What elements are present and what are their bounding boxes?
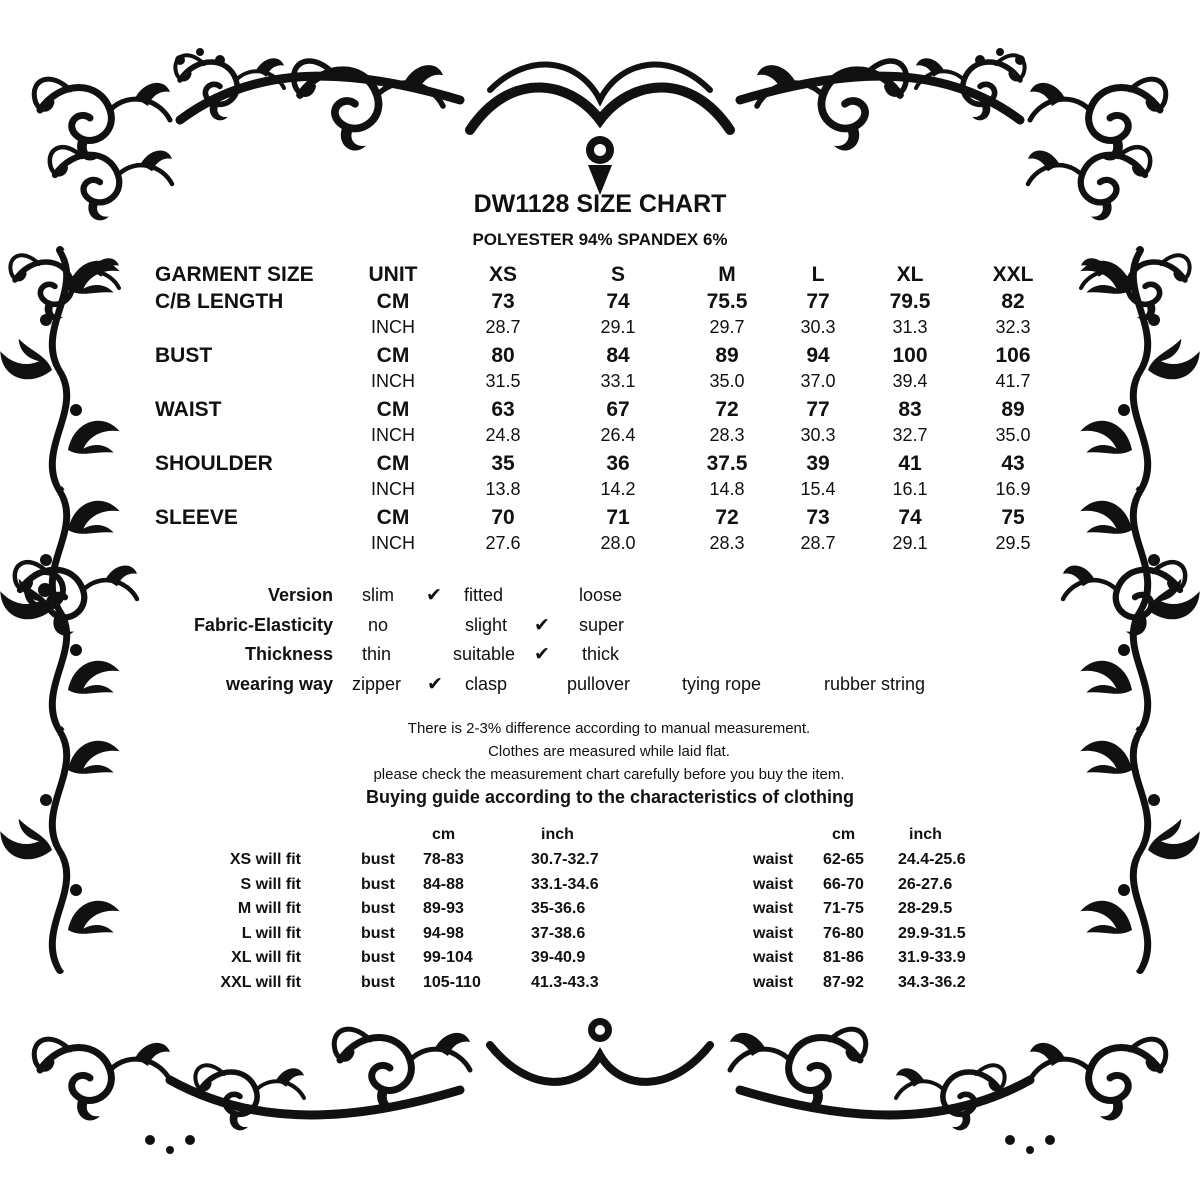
sleeve-cm-l: 73	[806, 506, 830, 529]
guide-row-6-bust-label: bust	[361, 973, 395, 991]
shoulder-inch-s: 14.2	[600, 479, 636, 499]
fabric-elasticity-option-slight: slight	[465, 614, 508, 635]
bust-cm-xs: 80	[491, 344, 515, 367]
row-label-sleeve: SLEEVE	[155, 506, 238, 529]
bust-inch-l: 37.0	[800, 371, 836, 391]
guide-row-2-bust-inch: 33.1-34.6	[531, 875, 599, 893]
shoulder-cm-s: 36	[606, 452, 630, 475]
shoulder-inch-xs: 13.8	[485, 479, 521, 499]
size-header-s: S	[610, 263, 626, 286]
sleeve-inch-m: 28.3	[709, 533, 745, 553]
guide-row-4-waist-cm: 76-80	[823, 924, 864, 942]
waist-cm-header: cm	[832, 826, 856, 843]
check-icon: ✔	[427, 673, 443, 695]
version-option-slim: slim	[362, 585, 394, 605]
c-b-length-inch-xs: 28.7	[485, 317, 521, 337]
row-label-c-b-length: C/B LENGTH	[155, 290, 284, 313]
guide-row-1-bust-inch: 30.7-32.7	[531, 851, 599, 868]
c-b-length-cm-l: 77	[806, 290, 830, 313]
unit-cm: CM	[376, 452, 410, 475]
guide-row-1-waist-cm: 62-65	[823, 851, 864, 868]
guide-row-6-waist-cm: 87-92	[823, 973, 864, 991]
guide-row-4-waist-label: waist	[753, 924, 794, 942]
check-icon: ✔	[534, 644, 550, 665]
thickness-option-thick: thick	[582, 644, 620, 664]
size-header-l: L	[811, 263, 825, 286]
waist-inch-s: 26.4	[600, 425, 636, 445]
shoulder-inch-xxl: 16.9	[995, 479, 1031, 499]
thickness-label: Thickness	[244, 644, 333, 664]
sleeve-cm-m: 72	[715, 506, 739, 529]
c-b-length-cm-m: 75.5	[706, 290, 748, 313]
guide-row-5-label: XL will fit	[231, 949, 301, 966]
unit-inch: INCH	[371, 533, 415, 553]
bust-inch-header: inch	[541, 826, 574, 843]
row-label-waist: WAIST	[155, 398, 222, 421]
sleeve-inch-s: 28.0	[600, 533, 636, 553]
version-option-loose: loose	[579, 585, 623, 605]
c-b-length-inch-l: 30.3	[800, 317, 836, 337]
fabric-composition: POLYESTER 94% SPANDEX 6%	[472, 230, 728, 249]
waist-cm-l: 77	[806, 398, 830, 421]
waist-inch-xs: 24.8	[485, 425, 521, 445]
fabric-elasticity-option-super: super	[579, 614, 625, 635]
guide-row-5-waist-inch: 31.9-33.9	[898, 949, 966, 966]
guide-row-6-waist-inch: 34.3-36.2	[898, 973, 966, 991]
guide-row-1-bust-cm: 78-83	[423, 851, 464, 868]
bust-cm-s: 84	[606, 344, 630, 367]
waist-cm-xl: 83	[898, 398, 922, 421]
bust-inch-s: 33.1	[600, 371, 636, 391]
waist-cm-s: 67	[606, 398, 630, 421]
shoulder-cm-xl: 41	[898, 452, 922, 475]
size-header-xxl: XXL	[992, 263, 1034, 286]
c-b-length-cm-xs: 73	[491, 290, 515, 313]
sleeve-cm-s: 71	[606, 506, 630, 529]
guide-row-2-waist-cm: 66-70	[823, 875, 864, 893]
wearing-way-option-tying-rope: tying rope	[682, 673, 762, 694]
guide-row-1-waist-label: waist	[753, 851, 794, 868]
unit-cm: CM	[376, 290, 410, 313]
guide-row-2-waist-inch: 26-27.6	[898, 875, 953, 893]
waist-inch-xxl: 35.0	[995, 425, 1031, 445]
thickness-option-thin: thin	[362, 644, 392, 664]
fabric-elasticity-label: Fabric-Elasticity	[193, 614, 333, 635]
bust-cm-m: 89	[715, 344, 739, 367]
wearing-way-label: wearing way	[225, 673, 333, 694]
bust-cm-header: cm	[432, 826, 456, 843]
guide-row-2-bust-label: bust	[361, 875, 395, 893]
row-label-shoulder: SHOULDER	[155, 452, 273, 475]
sleeve-inch-xxl: 29.5	[995, 533, 1031, 553]
wearing-way-option-rubber-string: rubber string	[824, 673, 926, 694]
guide-row-4-waist-inch: 29.9-31.5	[898, 924, 966, 942]
c-b-length-inch-xl: 31.3	[892, 317, 928, 337]
guide-row-3-bust-label: bust	[361, 900, 395, 917]
guide-row-1-waist-inch: 24.4-25.6	[898, 851, 966, 868]
waist-inch-header: inch	[909, 826, 942, 843]
version-option-fitted: fitted	[464, 585, 504, 605]
chart-title: DW1128 SIZE CHART	[473, 190, 727, 218]
waist-inch-m: 28.3	[709, 425, 745, 445]
guide-row-1-bust-label: bust	[361, 851, 395, 868]
guide-row-6-bust-cm: 105-110	[423, 973, 481, 991]
row-label-bust: BUST	[155, 344, 213, 367]
c-b-length-cm-xxl: 82	[1001, 290, 1025, 313]
unit-header: UNIT	[368, 263, 418, 286]
shoulder-inch-l: 15.4	[800, 479, 836, 499]
unit-cm: CM	[376, 344, 410, 367]
shoulder-cm-xs: 35	[491, 452, 515, 475]
bust-inch-xxl: 41.7	[995, 371, 1031, 391]
wearing-way-option-zipper: zipper	[352, 673, 402, 694]
sleeve-cm-xl: 74	[898, 506, 922, 529]
unit-inch: INCH	[371, 479, 415, 499]
guide-row-2-bust-cm: 84-88	[423, 875, 464, 893]
bust-inch-xs: 31.5	[485, 371, 521, 391]
bust-cm-l: 94	[806, 344, 830, 367]
wearing-way-option-pullover: pullover	[567, 673, 631, 694]
c-b-length-inch-m: 29.7	[709, 317, 745, 337]
waist-inch-l: 30.3	[800, 425, 836, 445]
guide-row-4-bust-cm: 94-98	[423, 924, 464, 942]
unit-cm: CM	[376, 506, 410, 529]
guide-row-3-waist-label: waist	[753, 900, 794, 917]
sleeve-inch-l: 28.7	[800, 533, 836, 553]
unit-inch: INCH	[371, 425, 415, 445]
bust-inch-m: 35.0	[709, 371, 745, 391]
shoulder-cm-m: 37.5	[706, 452, 748, 475]
shoulder-cm-l: 39	[806, 452, 830, 475]
size-header-m: M	[718, 263, 736, 286]
bust-cm-xl: 100	[892, 344, 928, 367]
guide-row-4-bust-inch: 37-38.6	[531, 924, 586, 942]
c-b-length-inch-xxl: 32.3	[995, 317, 1031, 337]
guide-row-2-label: S will fit	[240, 875, 301, 893]
guide-row-3-bust-inch: 35-36.6	[531, 900, 586, 917]
unit-cm: CM	[376, 398, 410, 421]
size-header-xs: XS	[488, 263, 518, 286]
guide-row-5-bust-label: bust	[361, 949, 395, 966]
sleeve-cm-xs: 70	[491, 506, 515, 529]
waist-cm-xs: 63	[491, 398, 515, 421]
guide-row-5-bust-inch: 39-40.9	[531, 949, 586, 966]
guide-row-5-waist-cm: 81-86	[823, 949, 864, 966]
version-label: Version	[267, 585, 333, 605]
guide-row-3-label: M will fit	[237, 900, 301, 917]
guide-row-6-bust-inch: 41.3-43.3	[531, 973, 599, 991]
shoulder-inch-xl: 16.1	[892, 479, 928, 499]
waist-inch-xl: 32.7	[892, 425, 928, 445]
sleeve-cm-xxl: 75	[1001, 506, 1025, 529]
buying-guide-title: Buying guide according to the characteristics of clothing	[365, 787, 855, 807]
sleeve-inch-xs: 27.6	[485, 533, 521, 553]
unit-inch: INCH	[371, 371, 415, 391]
c-b-length-cm-xl: 79.5	[889, 290, 931, 313]
guide-row-6-label: XXL will fit	[220, 973, 301, 991]
guide-row-5-bust-cm: 99-104	[423, 949, 473, 966]
note-measurement-difference: There is 2-3% difference according to manual measurement.	[407, 720, 811, 737]
c-b-length-inch-s: 29.1	[600, 317, 636, 337]
check-icon: ✔	[534, 614, 550, 636]
guide-row-3-bust-cm: 89-93	[423, 900, 464, 917]
waist-cm-xxl: 89	[1001, 398, 1025, 421]
waist-cm-m: 72	[715, 398, 739, 421]
shoulder-cm-xxl: 43	[1001, 452, 1025, 475]
guide-row-2-waist-label: waist	[753, 875, 794, 893]
guide-row-3-waist-cm: 71-75	[823, 900, 864, 917]
fabric-elasticity-option-no: no	[368, 614, 389, 635]
thickness-option-suitable: suitable	[453, 644, 516, 664]
guide-row-6-waist-label: waist	[753, 973, 794, 991]
bust-cm-xxl: 106	[995, 344, 1031, 367]
bust-inch-xl: 39.4	[892, 371, 928, 391]
guide-row-1-label: XS will fit	[229, 851, 301, 868]
guide-row-3-waist-inch: 28-29.5	[898, 900, 953, 917]
shoulder-inch-m: 14.8	[709, 479, 745, 499]
guide-row-5-waist-label: waist	[753, 949, 794, 966]
garment-size-header: GARMENT SIZE	[155, 263, 314, 286]
note-check-chart: please check the measurement chart carefully before you buy the item.	[373, 766, 845, 783]
sleeve-inch-xl: 29.1	[892, 533, 928, 553]
size-header-xl: XL	[896, 263, 924, 286]
note-laid-flat: Clothes are measured while laid flat.	[488, 743, 730, 760]
c-b-length-cm-s: 74	[606, 290, 630, 313]
wearing-way-option-clasp: clasp	[465, 673, 508, 694]
guide-row-4-bust-label: bust	[361, 924, 395, 942]
unit-inch: INCH	[371, 317, 415, 337]
guide-row-4-label: L will fit	[241, 924, 301, 942]
check-icon: ✔	[426, 585, 442, 606]
